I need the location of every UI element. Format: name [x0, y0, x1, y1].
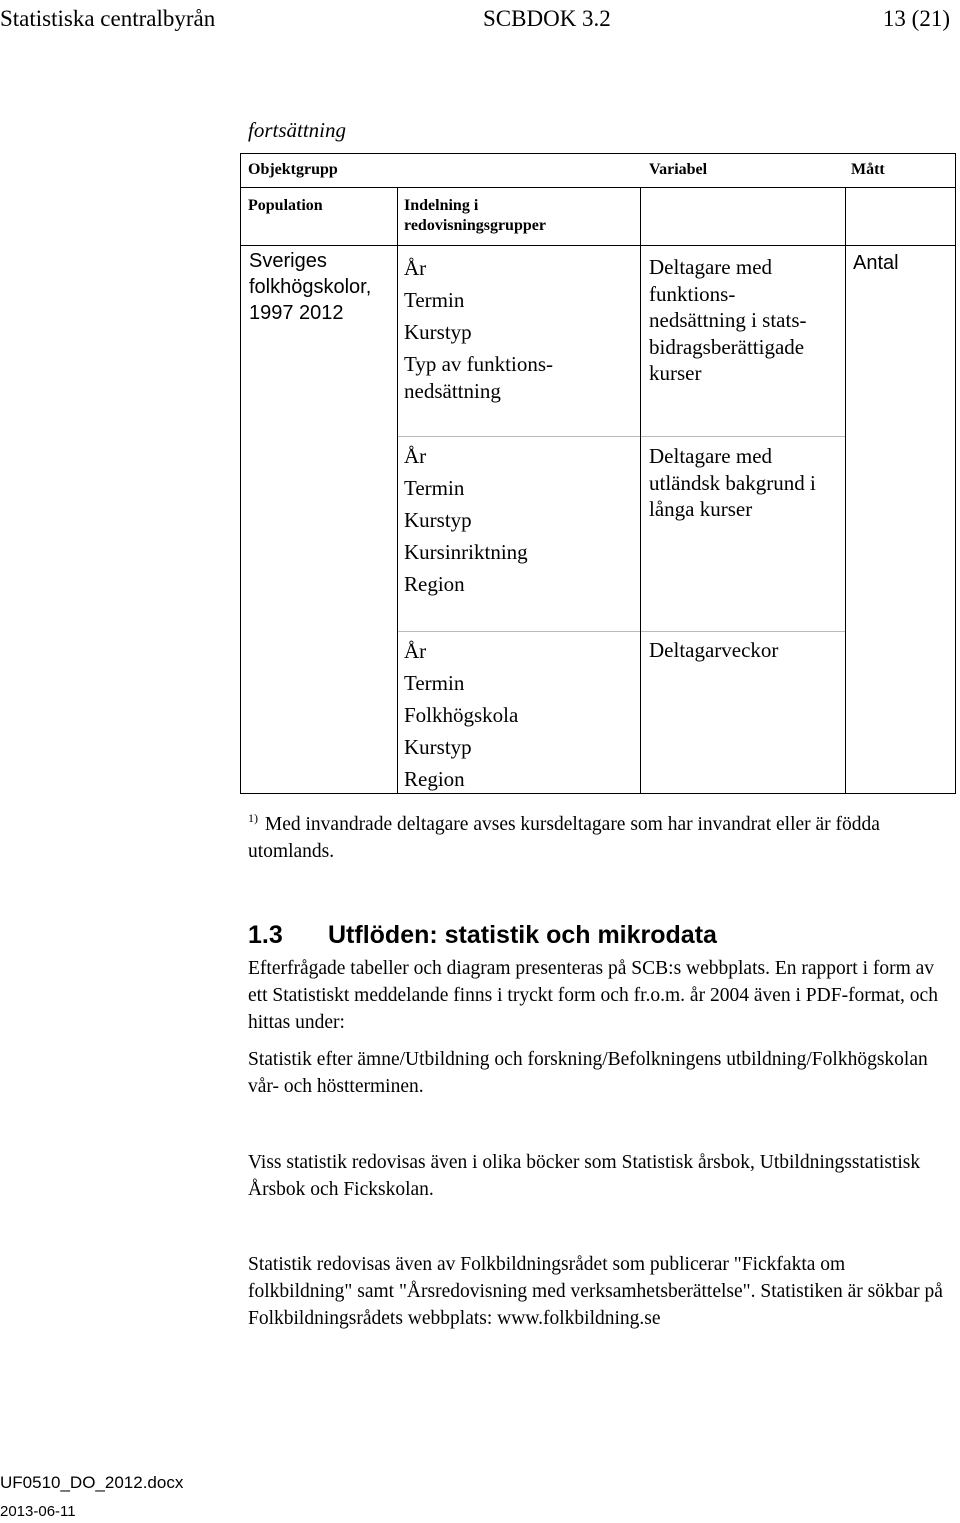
header-organization: Statistiska centralbyrån — [0, 6, 216, 31]
indelning-item: Folkhögskola — [404, 703, 519, 727]
indelning-item: Termin — [404, 671, 465, 695]
variabel-line: Deltagare med — [649, 444, 773, 468]
header-matt: Mått — [851, 161, 885, 178]
variabel-line: långa kurser — [649, 497, 753, 521]
variabel-line: funktions- — [649, 281, 736, 306]
footnote-text: Med invandrade deltagare avses kursdeltagare som har invandrat eller är födda utomlands. — [248, 814, 880, 862]
indelning-item: År — [404, 639, 427, 663]
continuation-label: fortsättning — [248, 118, 347, 142]
paragraph: Statistik efter ämne/Utbildning och forskning/Befolkningens utbildning/Folkhögskolan vår- och höstterminen. — [248, 1049, 928, 1097]
table-border-left — [240, 153, 241, 794]
indelning-item: Kurstyp — [404, 508, 472, 532]
row1-variabel — [649, 254, 806, 387]
indelning-item: Kurstyp — [404, 735, 472, 759]
variabel-line: Deltagare med — [649, 255, 773, 279]
section-number: 1.3 — [248, 921, 283, 949]
row2-indelning — [404, 440, 528, 600]
table-row-divider — [397, 631, 845, 632]
indelning-item: År — [404, 444, 427, 468]
variabel-line: Deltagarveckor — [649, 638, 779, 662]
variabel-line: nedsättning i stats- — [649, 308, 807, 332]
indelning-item: Typ av funktions- — [404, 352, 554, 376]
footnote-marker: 1) — [248, 811, 258, 825]
row3-variabel — [649, 637, 778, 664]
table-row-divider — [397, 436, 845, 437]
table-col-divider — [640, 187, 641, 794]
indelning-item: Region — [404, 572, 465, 596]
header-indelning: Indelning i redovisningsgrupper — [404, 197, 546, 234]
indelning-item: Termin — [404, 288, 465, 312]
table-rule — [240, 187, 956, 188]
table-border-right — [955, 153, 956, 794]
population-line: Sveriges — [249, 250, 327, 272]
variabel-line: bidragsberättigade — [649, 334, 805, 359]
paragraph: Statistik redovisas även av Folkbildningsrådet som publicerar "Fickfakta om folkbildning" samt "Årsredovisning med verksamhetsberättelse". Statistiken är sökbar på Folkbildningsrådets webbplats: www.folkbildning.se — [248, 1254, 943, 1329]
row2-variabel — [649, 443, 816, 523]
table-border-bottom — [240, 793, 956, 794]
table-col-divider — [397, 187, 398, 794]
section-title: Utflöden: statistik och mikrodata — [328, 921, 717, 949]
row1-matt: Antal — [853, 252, 899, 274]
footer-date: 2013-06-11 — [0, 1503, 76, 1520]
table-rule — [240, 245, 956, 246]
header-variabel: Variabel — [649, 161, 708, 178]
section-heading — [248, 918, 717, 952]
variabel-line: utländsk bakgrund i — [649, 470, 816, 495]
paragraph: Efterfrågade tabeller och diagram presenteras på SCB:s webbplats. En rapport i form av ett Statistiskt meddelande finns i tryckt form och fr.o.m. år 2004 även i PDF-format, och hittas under: — [248, 958, 938, 1033]
table-col-divider — [845, 187, 846, 794]
variabel-line: kurser — [649, 361, 702, 385]
row1-indelning — [404, 252, 472, 348]
header-population: Population — [248, 197, 323, 214]
table-border-top — [240, 153, 956, 154]
population-line: folkhögskolor, — [249, 276, 372, 298]
row3-indelning — [404, 635, 518, 795]
indelning-item: Kurstyp — [404, 320, 472, 344]
header-objektgrupp: Objektgrupp — [248, 161, 338, 178]
indelning-item: Termin — [404, 476, 465, 500]
population-line: 1997 2012 — [249, 302, 344, 324]
indelning-item: Kursinriktning — [404, 540, 528, 564]
header-doc-id: SCBDOK 3.2 — [483, 6, 611, 31]
indelning-item: nedsättning — [404, 378, 501, 403]
indelning-item: År — [404, 256, 427, 280]
paragraph: Viss statistik redovisas även i olika böcker som Statistisk årsbok, Utbildningsstatistisk Årsbok och Fickskolan. — [248, 1152, 921, 1200]
header-page-number: 13 (21) — [882, 6, 950, 31]
row1-indelning-extra — [404, 351, 553, 404]
footer-filename: UF0510_DO_2012.docx — [0, 1473, 184, 1492]
population-cell — [249, 248, 371, 326]
table-footnote — [248, 805, 948, 865]
indelning-item: Region — [404, 767, 465, 791]
